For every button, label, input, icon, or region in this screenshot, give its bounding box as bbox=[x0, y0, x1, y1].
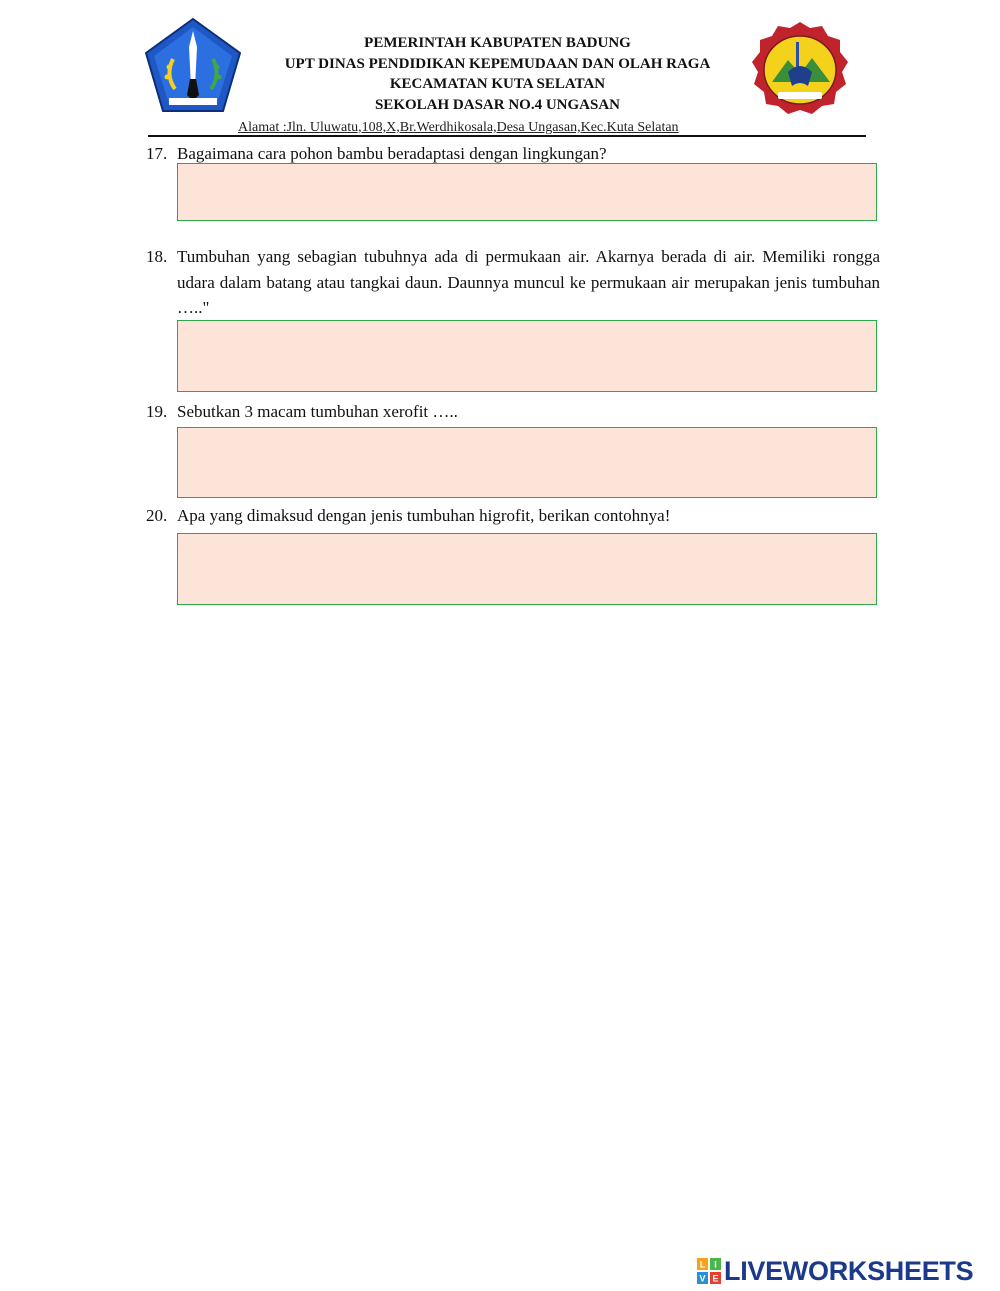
question-number: 17. bbox=[146, 144, 168, 163]
question-number: 19. bbox=[146, 402, 168, 421]
logo-letter: E bbox=[712, 1273, 719, 1284]
answer-box-20[interactable] bbox=[177, 533, 877, 605]
logo-letter: I bbox=[714, 1259, 717, 1270]
liveworksheets-logo-icon bbox=[697, 1258, 721, 1284]
logo-letter: L bbox=[699, 1259, 706, 1270]
school-name: SEKOLAH DASAR NO.4 UNGASAN bbox=[374, 96, 621, 113]
question-text: Sebutkan 3 macam tumbuhan xerofit ….. bbox=[177, 402, 458, 421]
government-name: PEMERINTAH KABUPATEN BADUNG bbox=[364, 35, 631, 51]
brand-wordmark: LIVEWORKSHEETS bbox=[724, 1256, 974, 1286]
question-text: Bagaimana cara pohon bambu beradaptasi dengan lingkungan? bbox=[177, 144, 607, 163]
answer-box-18[interactable] bbox=[177, 320, 877, 392]
logo-letter: V bbox=[699, 1273, 706, 1284]
question-number: 20. bbox=[146, 506, 168, 525]
answer-box-17[interactable] bbox=[177, 163, 877, 221]
letterhead bbox=[0, 0, 1000, 140]
badung-regency-emblem-icon bbox=[143, 17, 243, 115]
school-address: Alamat :Jln. Uluwatu,108,X,Br.Werdhikosala,Desa Ungasan,Kec.Kuta Selatan bbox=[238, 120, 679, 135]
department-name: UPT DINAS PENDIDIKAN KEPEMUDAAN DAN OLAH RAGA bbox=[284, 55, 711, 72]
school-emblem-icon bbox=[748, 20, 852, 116]
letterhead-divider bbox=[148, 135, 866, 137]
question-number: 18. bbox=[146, 247, 168, 266]
liveworksheets-brand bbox=[697, 1256, 973, 1286]
letterhead-titles bbox=[250, 33, 745, 115]
question-text: Tumbuhan yang sebagian tubuhnya ada di permukaan air. Akarnya berada di air. Memiliki rongga udara dalam batang atau tangkai daun. Daunnya muncul ke permukaan air merupakan jenis tumbuhan ….." bbox=[177, 247, 880, 317]
district-name: KECAMATAN KUTA SELATAN bbox=[389, 76, 606, 92]
answer-box-19[interactable] bbox=[177, 427, 877, 498]
question-text: Apa yang dimaksud dengan jenis tumbuhan higrofit, berikan contohnya! bbox=[177, 506, 671, 525]
